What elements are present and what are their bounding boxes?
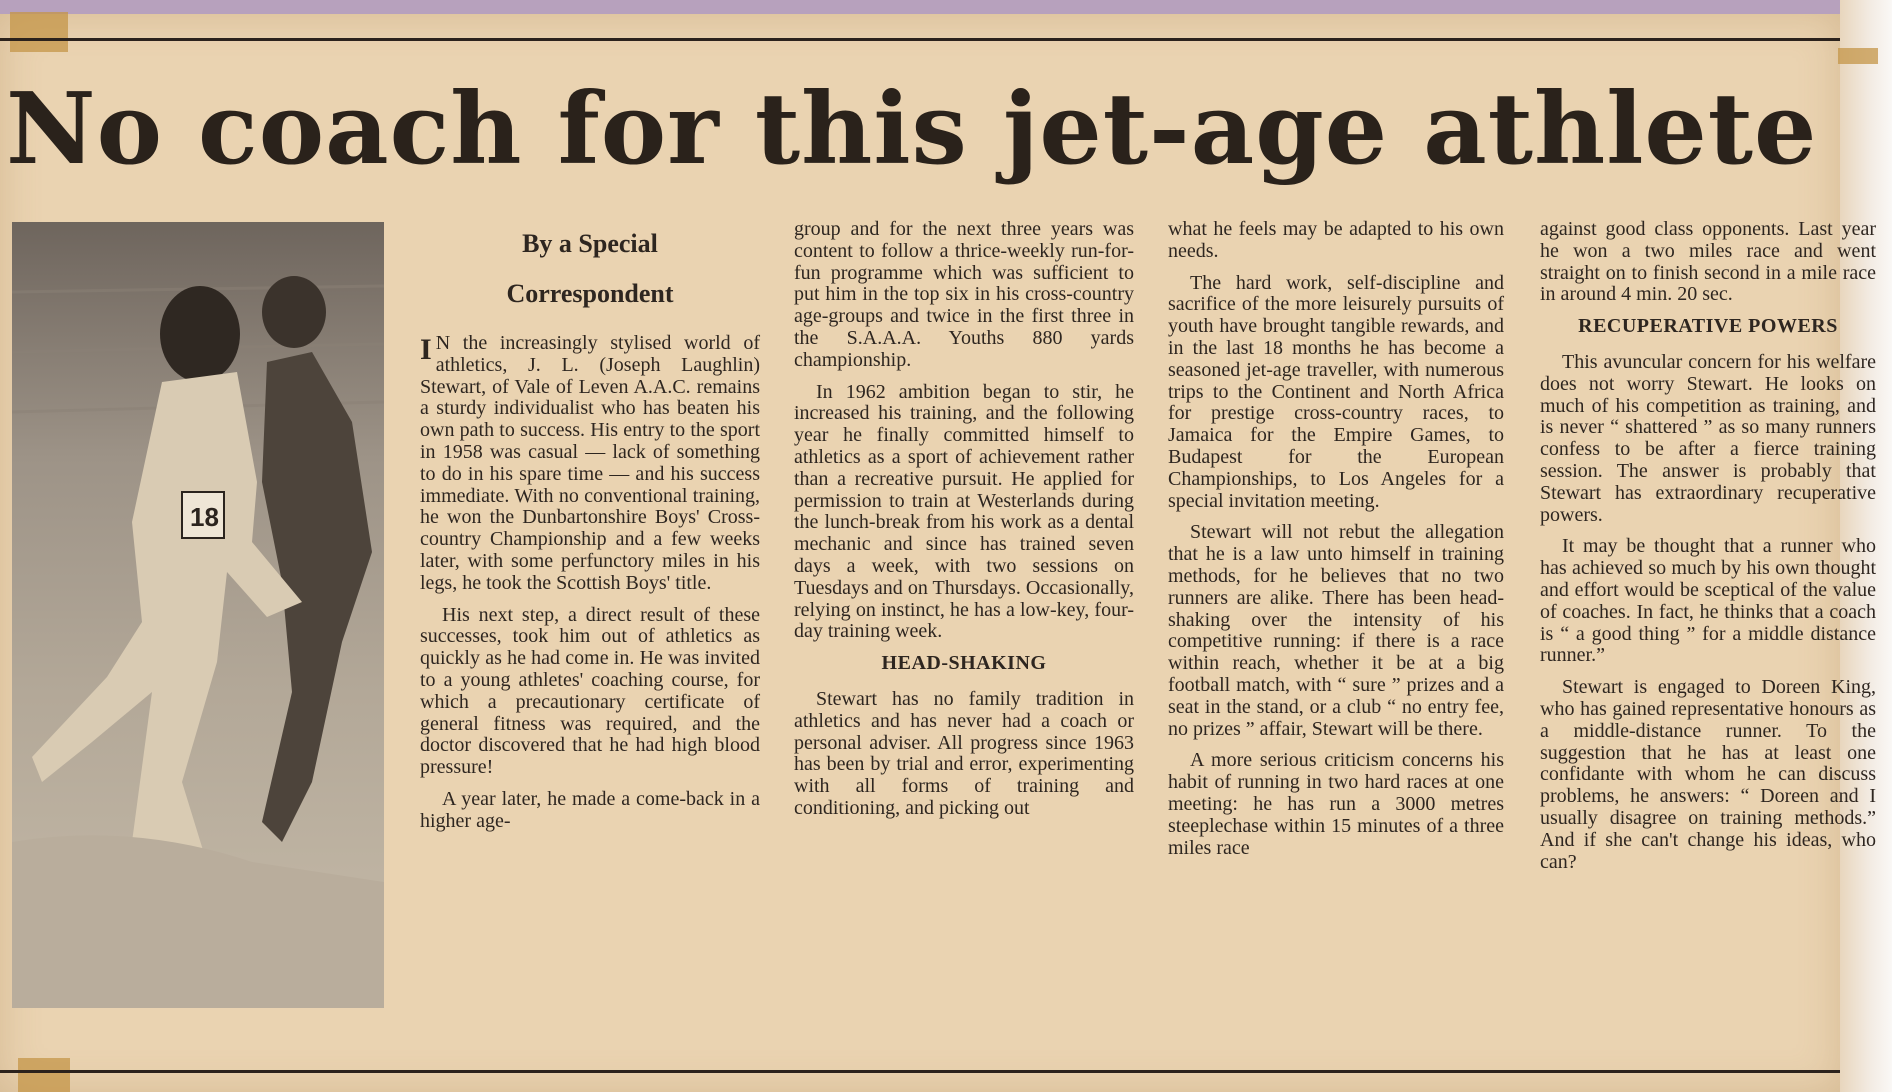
paragraph: His next step, a direct result of these successes, took him out of athletics as quickly as he had come in. He was invited to a young athletes' coaching course, for which a precautionary certificate of general fitness was required, and the doctor discovered that he had high blood pressure! bbox=[420, 603, 760, 779]
paragraph: The hard work, self-discipline and sacrifice of the more leisurely pursuits of youth have brought tangible rewards, and in the last 18 months he has become a seasoned jet-age traveller, with numerous trips to the Continent and North Africa for prestige cross-country races, to Jamaica for the Empire Games, to Budapest for the European Championships, to Los Angeles for a special invitation meeting. bbox=[1168, 271, 1504, 512]
drop-cap: I bbox=[420, 333, 432, 366]
paragraph: A year later, he made a come-back in a higher age- bbox=[420, 787, 760, 832]
paragraph: Stewart will not rebut the allegation that he is a law unto himself in training methods, for he believes that no two runners are alike. There has been head-shaking over the intensity of his competitive running: if there is a race within reach, whether it be at a big football match, with “ sure ” prizes and a seat in the stand, or a club “ no entry fee, no prizes ” affair, Stewart will be there. bbox=[1168, 521, 1504, 740]
paragraph: what he feels may be adapted to his own needs. bbox=[1168, 218, 1504, 262]
tape-bottom-left bbox=[18, 1058, 70, 1092]
byline-line-2: Correspondent bbox=[506, 279, 674, 308]
paragraph: Stewart has no family tradition in athletics and has never had a coach or personal adviser. All progress since 1963 has been by trial and error, experimenting with all forms of training and conditioning, and picking out bbox=[794, 687, 1134, 819]
top-rule bbox=[0, 38, 1840, 41]
paragraph: against good class opponents. Last year he won a two miles race and went straight on to finish second in a mile race in around 4 min. 20 sec. bbox=[1540, 218, 1876, 306]
byline-line-1: By a Special bbox=[522, 229, 658, 258]
paragraph: Stewart is engaged to Doreen King, who has gained representative honours as a middle-distance runner. To the suggestion that he has at least one confidante with whom he can discuss problems, he answers: “ Doreen and I usually disagree on training methods.” And if she can't change his ideas, who can? bbox=[1540, 676, 1876, 873]
paragraph: It may be thought that a runner who has achieved so much by his own thought and effort would be sceptical of the value of coaches. In fact, he thinks that a coach is “ a good thing ” for a middle distance runner.” bbox=[1540, 535, 1876, 667]
paragraph: group and for the next three years was content to follow a thrice-weekly run-for-fun programme which was sufficient to put him in the top six in his cross-country age-groups and twice in the first three in the S.A.A.A. Youths 880 yards championship. bbox=[794, 218, 1134, 371]
subheading-recuperative-powers: RECUPERATIVE POWERS bbox=[1578, 315, 1838, 338]
column-3 bbox=[1168, 219, 1504, 859]
byline bbox=[420, 219, 760, 319]
bottom-rule bbox=[0, 1070, 1840, 1073]
paragraph: In 1962 ambition began to stir, he increased his training, and the following year he finally committed himself to athletics as a sport of achievement rather than a recreative pursuit. He applied for permission to train at Westerlands during the lunch-break from his work as a dental mechanic and since has trained seven days a week, with two sessions on Tuesdays and on Thursdays. Occasionally, relying on instinct, he has a low-key, four-day training week. bbox=[794, 380, 1134, 643]
paragraph: This avuncular concern for his welfare does not worry Stewart. He looks on much of his competition as training, and is never “ shattered ” as so many runners confess to be after a fierce training session. The answer is probably that Stewart has extraordinary recuperative powers. bbox=[1540, 350, 1876, 526]
column-4 bbox=[1540, 219, 1876, 873]
paragraph-text: N the increasingly stylised world of athletics, J. L. (Joseph Laughlin) Stewart, of Vale of Leven A.A.C. remains a sturdy individualist who has beaten his own path to success. His entry to the sport in 1958 was casual — lack of something to do in his spare time — and his success immediate. With no conventional training, he won the Dunbartonshire Boys' Cross-country Championship and a few weeks later, with some perfunctory miles in his legs, he took the Scottish Boys' title. bbox=[420, 332, 760, 594]
paragraph: A more serious criticism concerns his habit of running in two hard races at one meeting: he has run a 3000 metres steeplechase within 15 minutes of a three miles race bbox=[1168, 749, 1504, 859]
paragraph bbox=[420, 333, 760, 595]
race-number: 18 bbox=[190, 502, 219, 532]
athlete-photo bbox=[12, 222, 384, 1008]
column-1 bbox=[420, 219, 760, 833]
tape-top-right bbox=[1838, 48, 1878, 64]
subheading-head-shaking: HEAD-SHAKING bbox=[881, 652, 1047, 675]
column-2 bbox=[794, 219, 1134, 820]
headline: No coach for this jet-age athlete bbox=[6, 72, 1818, 187]
tape-top-left bbox=[10, 12, 68, 52]
